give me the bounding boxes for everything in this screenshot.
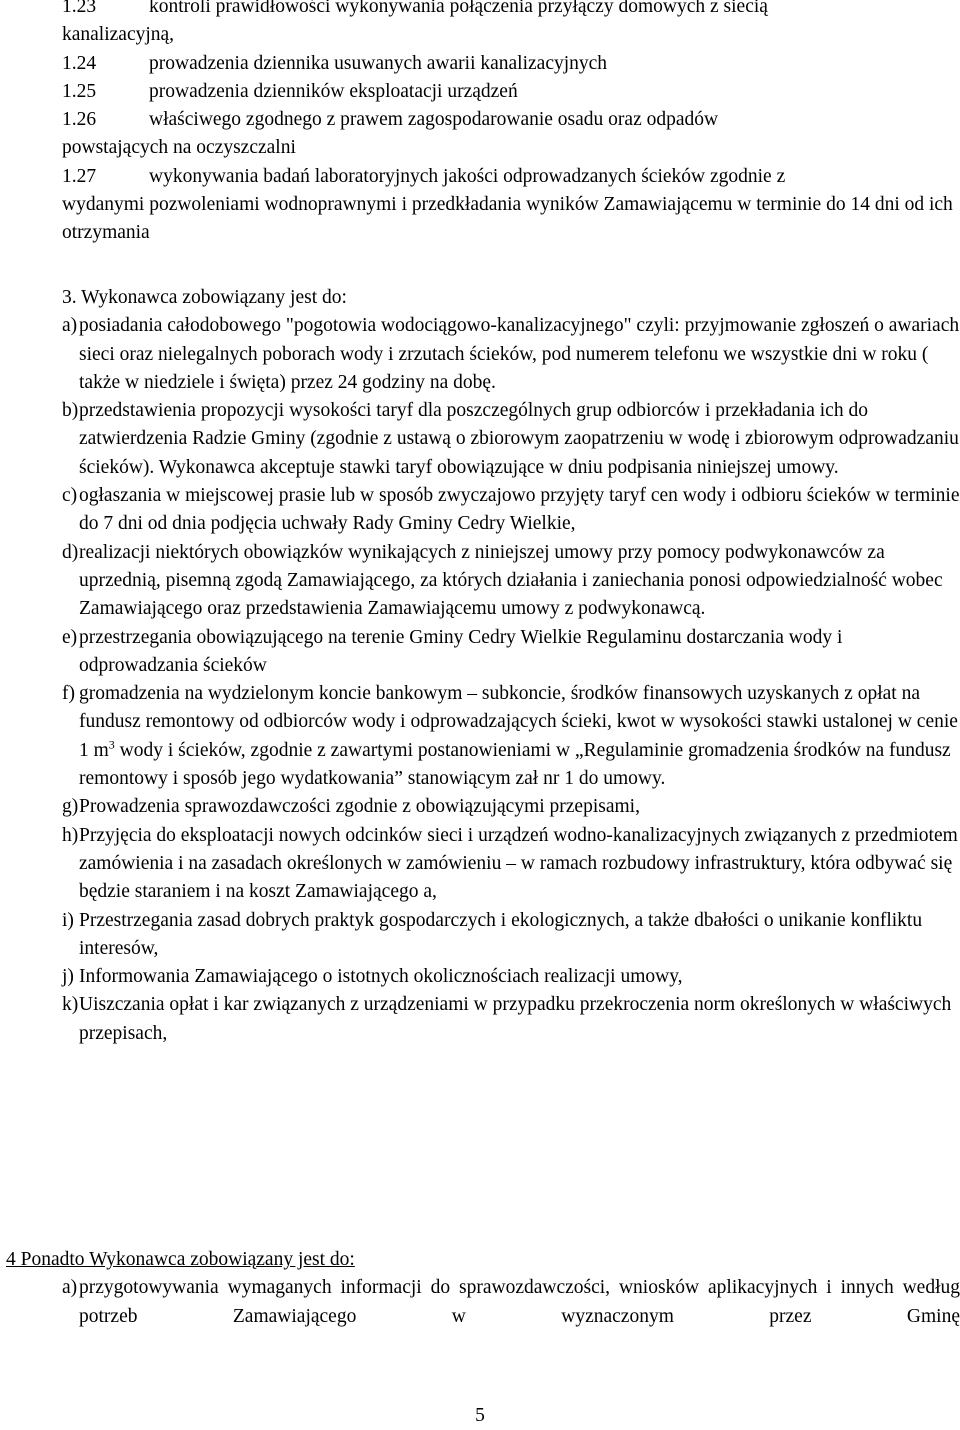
item-text: Uiszczania opłat i kar związanych z urządzeniami w przypadku przekroczenia norm określonych w właściwych przepisach,: [79, 994, 952, 1044]
list-item-1-26: [62, 106, 958, 163]
item-number: 1.23: [62, 0, 97, 17]
item-text: przestrzegania obowiązującego na terenie Gminy Cedry Wielkie Regulaminu dostarczania wody i odprowadzania ścieków: [79, 626, 843, 676]
item-text: właściwego zgodnego z prawem zagospodarowanie osadu oraz odpadów: [149, 109, 719, 131]
item-text: wykonywania badań laboratoryjnych jakości odprowadzanych ścieków zgodnie z: [149, 165, 786, 187]
item-text-cont: wydanymi pozwoleniami wodnoprawnymi i przedkładania wyników Zamawiającemu w terminie do 14 dni od ich otrzymania: [62, 194, 953, 244]
item-letter: j): [62, 966, 74, 988]
item-letter: d): [62, 541, 79, 563]
item-letter: g): [62, 796, 79, 818]
item-text: Przestrzegania zasad dobrych praktyk gospodarczych i ekologicznych, a także dbałości o unikanie konfliktu interesów,: [79, 909, 923, 959]
item-text: posiadania całodobowego "pogotowia wodociągowo-kanalizacyjnego" czyli: przyjmowanie zgłoszeń o awariach sieci oraz nielegalnych poborach wody i zrzutach ścieków, pod numerem telefonu we wszystkie dni w roku ( także w niedziele i święta) przez 24 godziny na dobę.: [79, 315, 960, 393]
list-item-a: [62, 312, 960, 397]
list-item-e: [62, 624, 960, 681]
item-text: [79, 680, 960, 793]
item-text: przedstawienia propozycji wysokości taryf dla poszczególnych grup odbiorców i przekładania ich do zatwierdzenia Radzie Gminy (zgodnie z ustawą o zbiorowym zaopatrzeniu w wodę i zbiorowym odprowadzaniu ścieków). Wykonawca akceptuje stawki taryf obowiązujące w dniu podpisania niniejszej umowy.: [79, 400, 959, 478]
item-text: kontroli prawidłowości wykonywania połączenia przyłączy domowych z siecią: [149, 0, 768, 17]
item-text: Przyjęcia do eksploatacji nowych odcinków sieci i urządzeń wodno-kanalizacyjnych związanych z przedmiotem zamówienia i na zasadach określonych w zamówieniu – w ramach rozbudowy infrastruktury, która odbywać się będzie staraniem i na koszt Zamawiającego a,: [79, 824, 958, 903]
item-letter: a): [62, 1277, 78, 1299]
list-item-i: [62, 907, 960, 964]
item-letter: c): [62, 485, 78, 507]
list-item-k: [62, 991, 960, 1048]
item-letter: f): [62, 683, 75, 705]
list-item-c: [62, 482, 960, 539]
list-item-1-27: [62, 163, 958, 248]
item-number: 1.27: [62, 165, 97, 187]
item-text: ogłaszania w miejscowej prasie lub w sposób zwyczajowo przyjęty taryf cen wody i odbioru ścieków w terminie do 7 dni od dnia podjęcia uchwały Rady Gminy Cedry Wielkie,: [79, 485, 960, 535]
item-text: Informowania Zamawiającego o istotnych okolicznościach realizacji umowy,: [79, 966, 683, 988]
item-text-part-b: wody i ścieków, zgodnie z zawartymi postanowieniami w „Regulaminie gromadzenia środków na fundusz remontowy i sposób jego wydatkowania” stanowiącym zał nr 1 do umowy.: [79, 739, 951, 790]
section-3-heading: 3. Wykonawca zobowiązany jest do:: [62, 287, 347, 308]
item-letter: k): [62, 994, 79, 1016]
item-letter: i): [62, 909, 74, 931]
list-item-h: [62, 822, 960, 907]
item-letter: e): [62, 626, 78, 648]
item-text: prowadzenia dzienników eksploatacji urządzeń: [149, 80, 518, 102]
list-item-1-23: [62, 0, 958, 50]
page-number: 5: [475, 1405, 485, 1426]
item-letter: h): [62, 824, 79, 846]
section-4: [6, 1246, 960, 1331]
item-text: realizacji niektórych obowiązków wynikających z niniejszej umowy przy pomocy podwykonawców za uprzednią, pisemną zgodą Zamawiającego, za których działania i zaniechania ponosi odpowiedzialność wobec Zamawiającego oraz przedstawienia Zamawiającemu umowy z podwykonawcą.: [79, 541, 943, 620]
list-item-g: [62, 793, 960, 821]
list-item-1-25: [62, 78, 958, 106]
item-letter: b): [62, 400, 79, 422]
item-number: 1.24: [62, 52, 97, 74]
section-4-heading: 4 Ponadto Wykonawca zobowiązany jest do:: [6, 1249, 355, 1270]
list-item-f: [62, 680, 960, 793]
item-text-cont: powstających na oczyszczalni: [62, 137, 296, 159]
list-item-1-24: [62, 50, 958, 78]
list-item-b: [62, 397, 960, 482]
item-text: prowadzenia dziennika usuwanych awarii kanalizacyjnych: [149, 52, 608, 74]
item-letter: a): [62, 315, 78, 337]
item-text: Prowadzenia sprawozdawczości zgodnie z obowiązującymi przepisami,: [79, 796, 640, 818]
list-item-j: [62, 963, 960, 991]
superscript-exponent: 3: [108, 737, 115, 752]
item-number: 1.25: [62, 80, 97, 102]
section-3: [62, 284, 960, 1048]
section-1-list: [62, 0, 958, 248]
list-item-d: [62, 539, 960, 624]
list-item-a: [62, 1274, 960, 1331]
item-text-cont: kanalizacyjną,: [62, 24, 175, 46]
item-number: 1.26: [62, 109, 97, 131]
item-text-part-a: gromadzenia na wydzielonym koncie bankowym – subkoncie, środków finansowych uzyskanych z opłat na fundusz remontowy od odbiorców wody i odprowadzających ścieki, kwot w wysokości stawki ustalonej w cenie 1 m: [79, 683, 958, 761]
item-text: przygotowywania wymaganych informacji do sprawozdawczości, wniosków aplikacyjnych i innych według potrzeb Zamawiającego w wyznaczonym przez Gminę: [79, 1277, 960, 1327]
